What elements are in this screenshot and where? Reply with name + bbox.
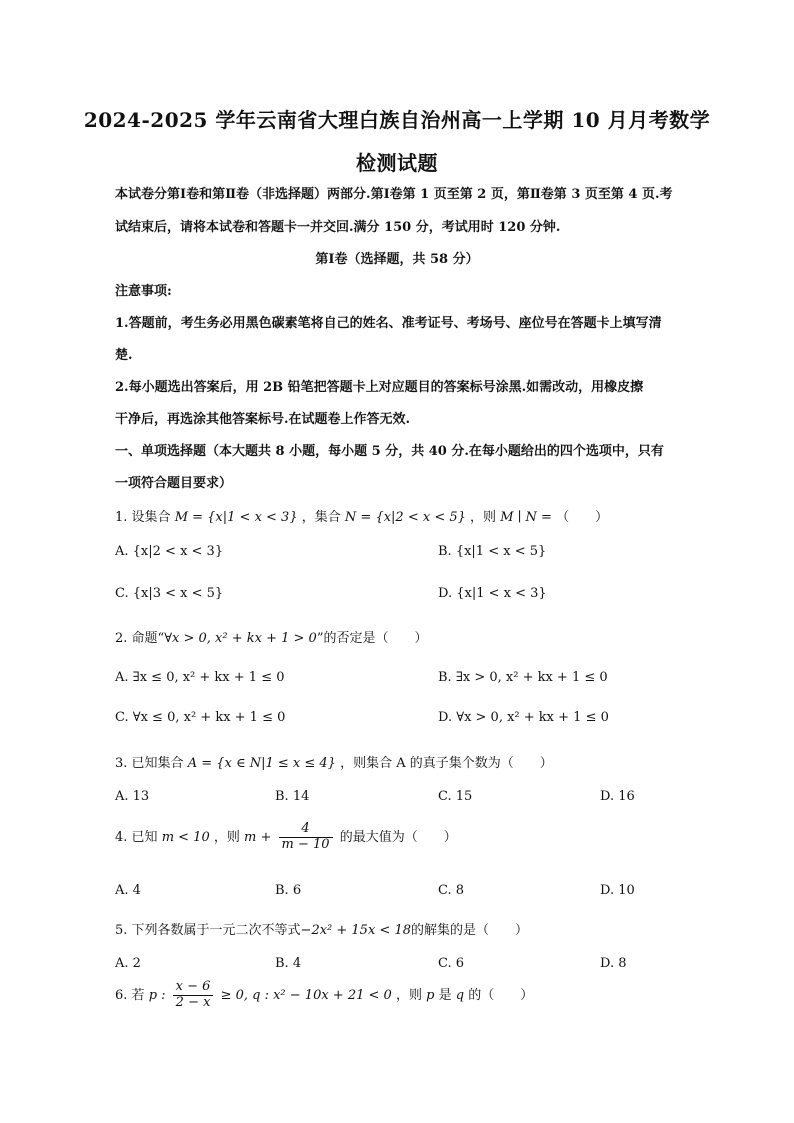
q4-mid: ，则 — [213, 829, 240, 845]
notice1-line2: 楚. — [115, 348, 133, 363]
question-4-stem — [115, 822, 457, 853]
q3-option-d: D. 16 — [600, 789, 635, 804]
q1-prefix: 1. 设集合 — [115, 510, 171, 525]
question-1-stem — [115, 506, 608, 525]
q4-expression-m: m + — [244, 829, 272, 845]
question-6-stem — [115, 980, 533, 1011]
exam-title-line2: 检测试题 — [356, 151, 438, 175]
q1-option-c: C. {x|3 < x < 5} — [115, 586, 224, 601]
q1-option-a: A. {x|2 < x < 3} — [115, 544, 224, 559]
q6-mid: ，则 — [395, 987, 422, 1003]
q2-option-b: B. ∃x > 0, x² + kx + 1 ≤ 0 — [438, 670, 608, 685]
q4-fraction — [279, 822, 333, 853]
question-2-stem — [115, 627, 427, 646]
notice2-line1: 2.每小题选出答案后，用 2B 铅笔把答题卡上对应题目的答案标号涂黑.如需改动，用橡皮擦 — [115, 380, 644, 395]
q4-option-a: A. 4 — [115, 883, 141, 898]
q6-prefix: 6. 若 — [115, 987, 145, 1003]
q3-prefix: 3. 已知集合 — [115, 756, 184, 771]
q1-set-n: N = {x|2 < x < 5} — [344, 510, 466, 525]
q4-fraction-denominator: m − 10 — [279, 837, 333, 853]
section1-line2: 一项符合题目要求） — [115, 476, 233, 491]
q6-condition-rest: ≥ 0, q : x² − 10x + 21 < 0 — [220, 987, 392, 1003]
q1-set-m: M = {x|1 < x < 3} — [174, 510, 298, 525]
q3-suffix: ，则集合 A 的真子集个数为（ ） — [340, 756, 553, 771]
q4-option-b: B. 6 — [275, 883, 302, 898]
q2-proposition: ∀x > 0, x² + kx + 1 > 0 — [164, 631, 317, 646]
q6-is: 是 — [438, 987, 452, 1003]
q5-inequality: −2x² + 15x < 18 — [300, 923, 411, 938]
notice-heading: 注意事项: — [115, 284, 172, 299]
q5-option-a: A. 2 — [115, 956, 141, 971]
question-3-stem — [115, 752, 553, 771]
q6-fraction-denominator: 2 − x — [173, 995, 214, 1011]
q6-p: p — [426, 987, 435, 1003]
q5-prefix: 5. 下列各数属于一元二次不等式 — [115, 923, 301, 938]
intro-line1: 本试卷分第Ⅰ卷和第Ⅱ卷（非选择题）两部分.第Ⅰ卷第 1 页至第 2 页，第Ⅱ卷第 3 页至第 4 页.考 — [115, 187, 673, 202]
q3-option-a: A. 13 — [115, 789, 150, 804]
exam-title-line1: 2024-2025 学年云南省大理白族自治州高一上学期 10 月月考数学 — [83, 108, 711, 132]
q2-prefix: 2. 命题“ — [115, 631, 165, 646]
q4-option-c: C. 8 — [438, 883, 465, 898]
q2-option-a: A. ∃x ≤ 0, x² + kx + 1 ≤ 0 — [115, 670, 285, 685]
notice1-line1: 1.答题前，考生务必用黑色碳素笔将自己的姓名、准考证号、考场号、座位号在答题卡上填写清 — [115, 316, 662, 331]
q2-option-d: D. ∀x > 0, x² + kx + 1 ≤ 0 — [438, 710, 609, 725]
q6-p-label: p : — [148, 987, 166, 1003]
q4-prefix: 4. 已知 — [115, 829, 158, 845]
notice2-line2: 干净后，再选涂其他答案标号.在试题卷上作答无效. — [115, 412, 411, 427]
q1-option-d: D. {x|1 < x < 3} — [438, 586, 547, 601]
q4-condition: m < 10 — [161, 829, 210, 845]
q1-mid: ，集合 — [301, 510, 341, 525]
q6-suffix: 的（ ） — [468, 987, 534, 1003]
q3-option-c: C. 15 — [438, 789, 473, 804]
intro-line2: 试结束后，请将本试卷和答题卡一并交回.满分 150 分，考试用时 120 分钟. — [115, 220, 561, 235]
q2-suffix: ”的否定是（ ） — [316, 631, 428, 646]
q5-suffix: 的解集的是（ ） — [410, 923, 528, 938]
question-5-stem — [115, 919, 528, 938]
q1-option-b: B. {x|1 < x < 5} — [438, 544, 547, 559]
q1-blank: （ ） — [556, 510, 609, 525]
q5-option-c: C. 6 — [438, 956, 465, 971]
q5-option-d: D. 8 — [600, 956, 627, 971]
q1-ask-prefix: ，则 — [470, 510, 497, 525]
q4-suffix: 的最大值为（ ） — [339, 829, 457, 845]
q4-option-d: D. 10 — [600, 883, 635, 898]
q1-expression: M ∣ N = — [500, 510, 552, 525]
q5-option-b: B. 4 — [275, 956, 302, 971]
q4-fraction-numerator: 4 — [301, 821, 310, 836]
q2-option-c: C. ∀x ≤ 0, x² + kx + 1 ≤ 0 — [115, 710, 286, 725]
q3-option-b: B. 14 — [275, 789, 310, 804]
q3-set: A = {x ∈ N|1 ≤ x ≤ 4} — [187, 756, 336, 771]
q6-fraction-numerator: x − 6 — [175, 979, 211, 994]
section1-line1: 一、单项选择题（本大题共 8 小题，每小题 5 分，共 40 分.在每小题给出的四个选项中，只有 — [115, 444, 664, 459]
part1-heading: 第Ⅰ卷（选择题，共 58 分） — [315, 252, 479, 267]
q6-q: q — [455, 987, 465, 1003]
q6-fraction — [173, 980, 214, 1011]
